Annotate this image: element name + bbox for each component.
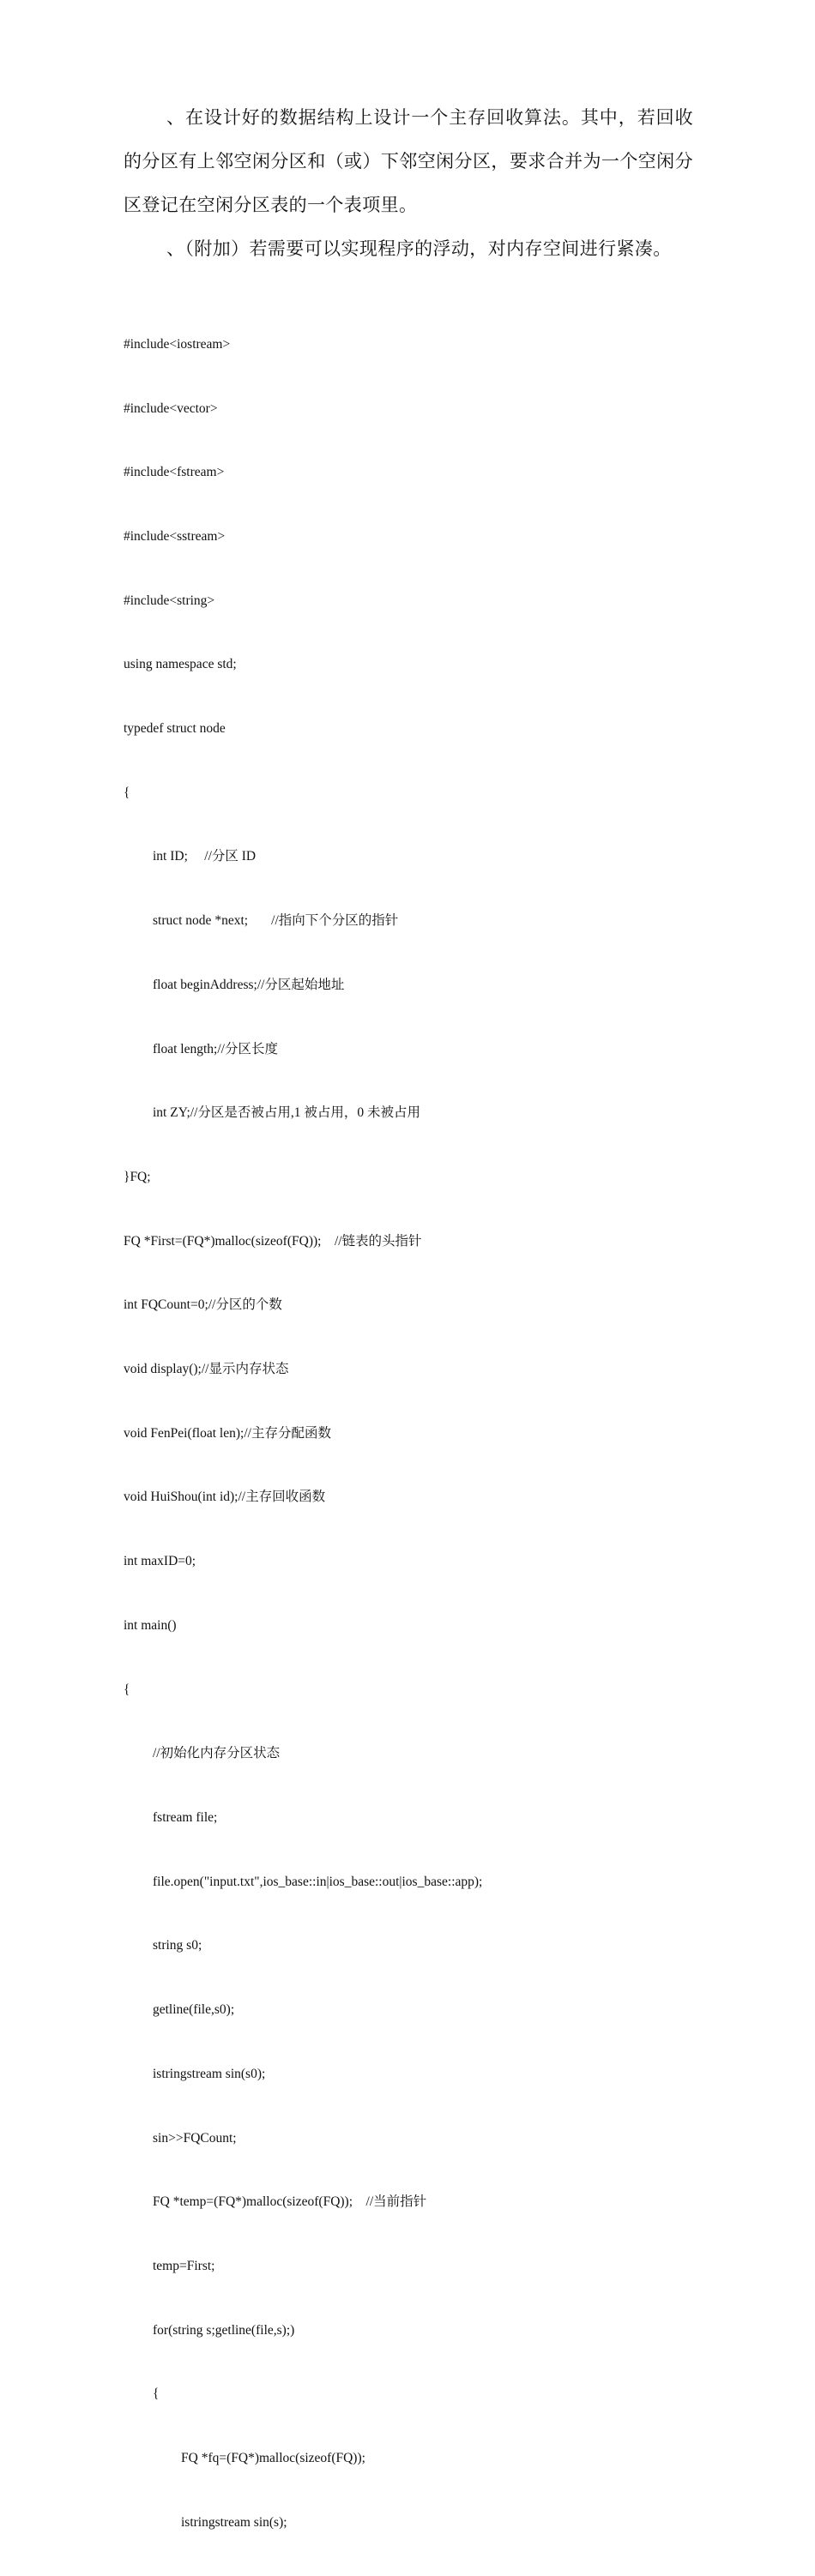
- requirements-text: [124, 96, 693, 271]
- code-line: int ZY;//分区是否被占用,1 被占用，0 未被占用: [153, 1105, 421, 1121]
- code-line: int FQCount=0;//分区的个数: [124, 1297, 282, 1313]
- code-line: float length;//分区长度: [153, 1041, 278, 1056]
- code-line: #include<sstream>: [124, 528, 226, 544]
- code-line: #include<vector>: [124, 400, 218, 416]
- code-line: sin>>FQCount;: [153, 2130, 237, 2146]
- code-line: struct node *next; //指向下个分区的指针: [153, 913, 399, 929]
- code-line: //初始化内存分区状态: [153, 1746, 281, 1761]
- code-line: void display();//显示内存状态: [124, 1362, 289, 1377]
- requirement-paragraph: 、在设计好的数据结构上设计一个主存回收算法。其中，若回收的分区有上邻空闲分区和（或）下邻空闲分区，要求合并为一个空闲分区登记在空闲分区表的一个表项里。: [124, 107, 693, 215]
- code-line: using namespace std;: [124, 657, 237, 672]
- code-line: void HuiShou(int id);//主存回收函数: [124, 1490, 326, 1505]
- code-line: int ID; //分区 ID: [153, 849, 257, 864]
- code-line: FQ *temp=(FQ*)malloc(sizeof(FQ)); //当前指针: [153, 2194, 427, 2210]
- code-line: FQ *First=(FQ*)malloc(sizeof(FQ)); //链表的头指针: [124, 1233, 422, 1249]
- code-line: file.open("input.txt",ios_base::in|ios_base::out|ios_base::app);: [153, 1874, 483, 1889]
- code-line: {: [124, 785, 130, 800]
- code-line: #include<fstream>: [124, 465, 225, 480]
- code-line: float beginAddress;//分区起始地址: [153, 977, 345, 992]
- code-line: istringstream sin(s0);: [153, 2066, 266, 2081]
- code-line: {: [153, 2386, 160, 2402]
- code-line: int main(): [124, 1617, 177, 1633]
- code-line: string s0;: [153, 1938, 202, 1953]
- code-line: }FQ;: [124, 1169, 151, 1184]
- code-line: for(string s;getline(file,s);): [153, 2322, 295, 2338]
- code-line: fstream file;: [153, 1809, 218, 1825]
- code-line: typedef struct node: [124, 721, 226, 737]
- code-line: temp=First;: [153, 2258, 215, 2273]
- code-line: istringstream sin(s);: [181, 2514, 287, 2530]
- code-listing: [124, 292, 724, 2576]
- code-line: getline(file,s0);: [153, 2002, 235, 2018]
- code-line: FQ *fq=(FQ*)malloc(sizeof(FQ));: [181, 2451, 365, 2466]
- code-line: int maxID=0;: [124, 1554, 196, 1569]
- code-line: void FenPei(float len);//主存分配函数: [124, 1425, 331, 1441]
- code-line: #include<iostream>: [124, 336, 231, 352]
- code-line: #include<string>: [124, 593, 215, 608]
- code-line: {: [124, 1682, 130, 1697]
- requirement-paragraph: 、（附加）若需要可以实现程序的浮动，对内存空间进行紧凑。: [166, 238, 672, 259]
